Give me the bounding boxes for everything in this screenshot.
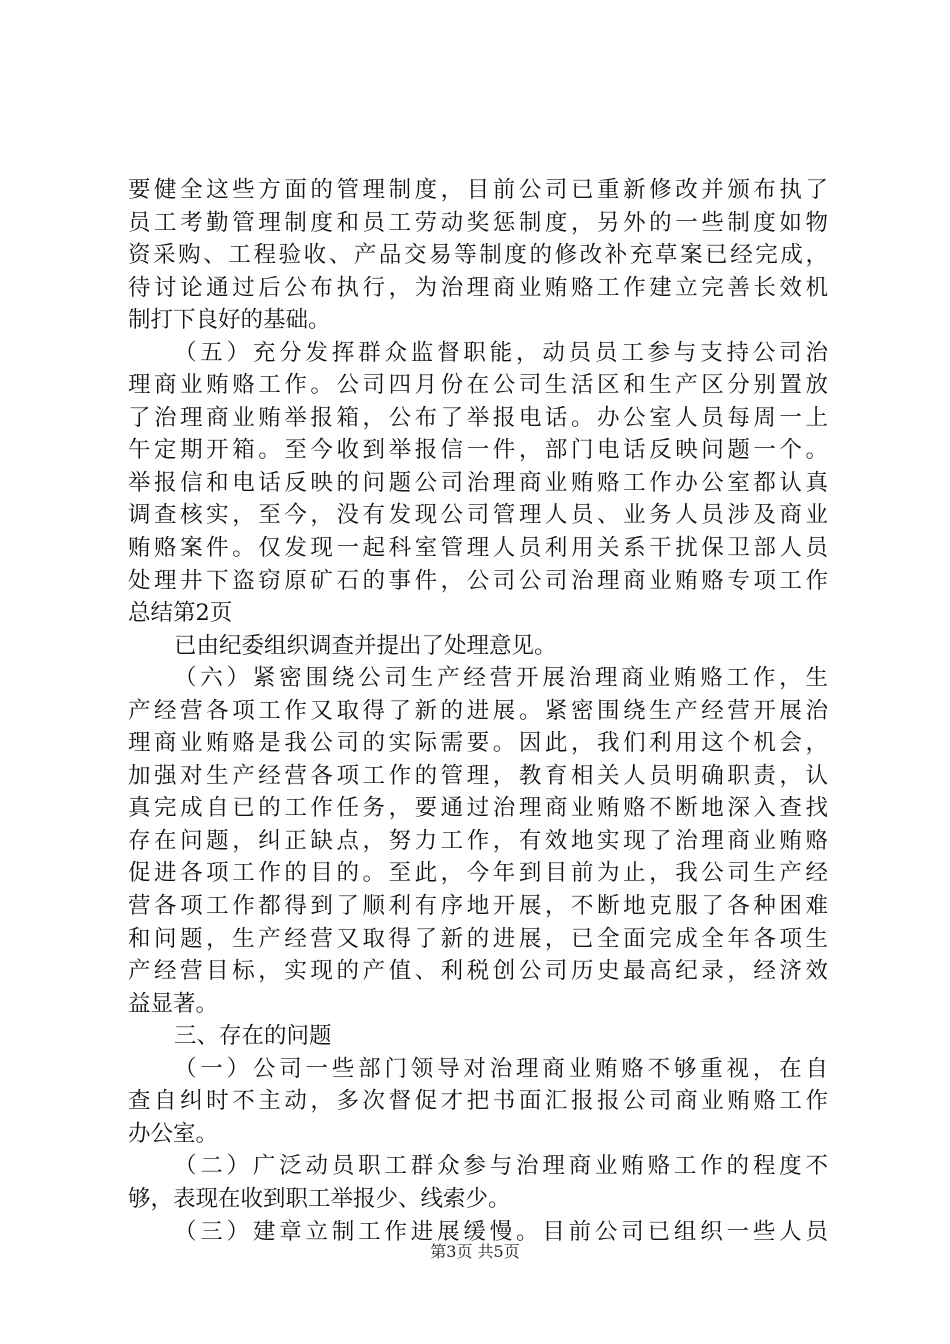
text-line: 调查核实，至今，没有发现公司管理人员、业务人员涉及商业 — [128, 502, 828, 529]
text-line: 举报信和电话反映的问题公司治理商业贿赂工作办公室都认真 — [128, 469, 828, 496]
text-line: 三、存在的问题 — [174, 1023, 332, 1050]
text-line: 了治理商业贿举报箱，公布了举报电话。办公室人员每周一上 — [128, 404, 828, 431]
text-line: （六）紧密围绕公司生产经营开展治理商业贿赂工作，生 — [174, 665, 828, 692]
text-line: （三）建章立制工作进展缓慢。目前公司已组织一些人员 — [174, 1218, 828, 1245]
text-line: 真完成自已的工作任务，要通过治理商业贿赂不断地深入查找 — [128, 795, 828, 822]
text-line: 理商业贿赂工作。公司四月份在公司生活区和生产区分别置放 — [128, 372, 828, 399]
text-line: 产经营目标，实现的产值、利税创公司历史最高纪录，经济效 — [128, 958, 828, 985]
text-line: 促进各项工作的目的。至此，今年到目前为止，我公司生产经 — [128, 860, 828, 887]
text-line: 总结第2页 — [128, 600, 233, 627]
text-line: 益显著。 — [128, 990, 219, 1017]
text-line: 午定期开箱。至今收到举报信一件，部门电话反映问题一个。 — [128, 437, 828, 464]
text-line: 员工考勤管理制度和员工劳动奖惩制度，另外的一些制度如物 — [128, 209, 828, 236]
text-line: 营各项工作都得到了顺利有序地开展，不断地克服了各种困难 — [128, 893, 828, 920]
text-line: （一）公司一些部门领导对治理商业贿赂不够重视，在自 — [174, 1055, 828, 1082]
text-line: 够，表现在收到职工举报少、线索少。 — [128, 1185, 511, 1212]
text-line: （五）充分发挥群众监督职能，动员员工参与支持公司治 — [174, 339, 828, 366]
text-line: 和问题，生产经营又取得了新的进展，已全面完成全年各项生 — [128, 925, 828, 952]
text-line: 办公室。 — [128, 1120, 219, 1147]
text-line: 贿赂案件。仅发现一起科室管理人员利用关系干扰保卫部人员 — [128, 535, 828, 562]
text-line: 查自纠时不主动，多次督促才把书面汇报报公司商业贿赂工作 — [128, 1088, 828, 1115]
text-line: （二）广泛动员职工群众参与治理商业贿赂工作的程度不 — [174, 1153, 828, 1180]
text-line: 理商业贿赂是我公司的实际需要。因此，我们利用这个机会， — [128, 730, 828, 757]
text-line: 处理井下盗窃原矿石的事件，公司公司治理商业贿赂专项工作 — [128, 567, 828, 594]
text-line: 待讨论通过后公布执行，为治理商业贿赂工作建立完善长效机 — [128, 274, 828, 301]
page-footer: 第3页 共5页 — [430, 1242, 520, 1261]
text-line: 存在问题，纠正缺点，努力工作，有效地实现了治理商业贿赂 — [128, 827, 828, 854]
text-line: 制打下良好的基础。 — [128, 307, 331, 334]
text-line: 产经营各项工作又取得了新的进展。紧密围绕生产经营开展治 — [128, 697, 828, 724]
text-line: 资采购、工程验收、产品交易等制度的修改补充草案已经完成， — [128, 242, 828, 269]
document-body — [128, 174, 828, 1248]
text-line: 加强对生产经营各项工作的管理，教育相关人员明确职责，认 — [128, 762, 828, 789]
text-line: 要健全这些方面的管理制度，目前公司已重新修改并颁布执了 — [128, 177, 828, 203]
text-line: 已由纪委组织调查并提出了处理意见。 — [174, 632, 557, 659]
